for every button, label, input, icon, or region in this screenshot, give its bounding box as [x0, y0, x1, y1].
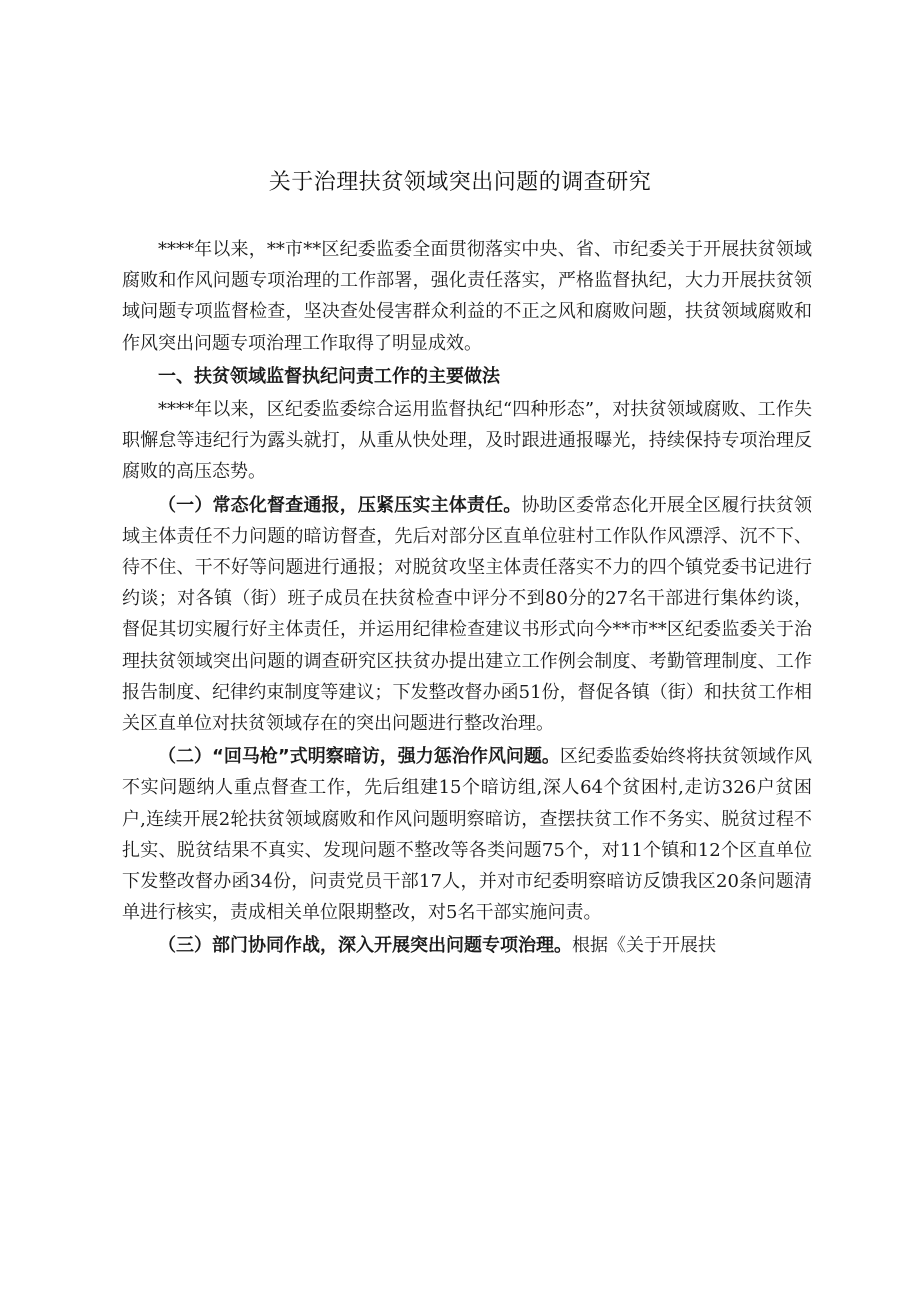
document-body	[122, 234, 812, 962]
paragraph-item-1	[122, 490, 812, 740]
item-3-lead: （三）部门协同作战，深入开展突出问题专项治理。	[158, 935, 572, 957]
paragraph-item-2	[122, 741, 812, 928]
paragraph-item-3	[122, 930, 812, 961]
section-heading-1: 一、扶贫领域监督执纪问责工作的主要做法	[158, 365, 500, 387]
item-1-text: 协助区委常态化开展全区履行扶贫领域主体责任不力问题的暗访督查，先后对部分区直单位驻村工作队作风漂浮、沉不下、待不住、干不好等问题进行通报；对脱贫攻坚主体责任落实不力的四个镇党委书记进行约谈；对各镇（街）班子成员在扶贫检查中评分不到80分的27名干部进行集体约谈，督促其切实履行好主体责任，并运用纪律检查建议书形式向今**市**区纪委监委关于治理扶贫领域突出问题的调查研究区扶贫办提出建立工作例会制度、考勤管理制度、工作报告制度、纪律约束制度等建议；下发整改督办函51份，督促各镇（街）和扶贫工作相关区直单位对扶贫领域存在的突出问题进行整改治理。	[122, 494, 813, 735]
item-2-text: 区纪委监委始终将扶贫领域作风不实问题纳人重点督查工作，先后组建15个暗访组,深人64个贫困村,走访326户贫困户,连续开展2轮扶贫领域腐败和作风问题明察暗访，查摆扶贫工作不务实、脱贫过程不扎实、脱贫结果不真实、发现问题不整改等各类问题75个，对11个镇和12个区直单位下发整改督办函34份，问责党员干部17人，并对市纪委明察暗访反馈我区20条问题清单进行核实，责成相关单位限期整改，对5名干部实施问责。	[122, 746, 812, 924]
paragraph-intro: ****年以来，**市**区纪委监委全面贯彻落实中央、省、市纪委关于开展扶贫领域腐败和作风问题专项治理的工作部署，强化责任落实，严格监督执纪，大力开展扶贫领域问题专项监督检查，坚决查处侵害群众利益的不正之风和腐败问题，扶贫领域腐败和作风突出问题专项治理工作取得了明显成效。	[122, 239, 812, 354]
item-2-lead: （二）“回马枪”式明察暗访，强力惩治作风问题。	[158, 746, 560, 768]
document-title: 关于治理扶贫领域突出问题的调查研究	[268, 170, 652, 195]
item-3-text: 根据《关于开展扶	[572, 935, 716, 957]
paragraph-section1-intro: ****年以来，区纪委监委综合运用监督执纪“四种形态”，对扶贫领域腐败、工作失职懈怠等违纪行为露头就打，从重从快处理，及时跟进通报曝光，持续保持专项治理反腐败的高压态势。	[122, 399, 812, 483]
item-1-lead: （一）常态化督查通报，压紧压实主体责任。	[158, 494, 522, 516]
